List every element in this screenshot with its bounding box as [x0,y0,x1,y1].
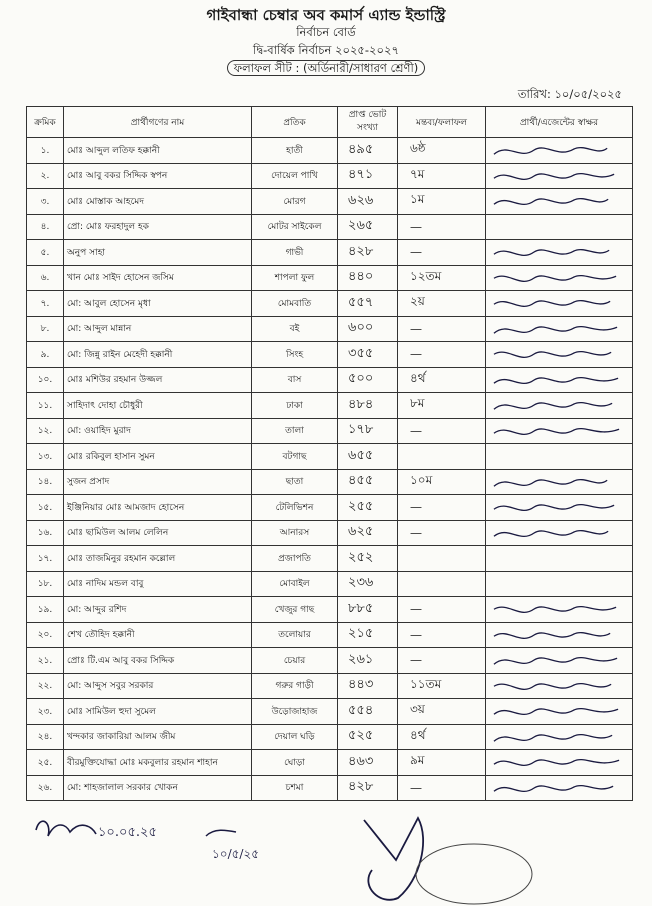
handwritten-signature [486,521,632,546]
symbol-cell: হাতী [252,138,338,164]
signature-cell [486,342,633,368]
serial-cell: ১. [27,138,64,164]
votes-cell: ৫৫৪ [338,699,398,725]
symbol-cell: সিংহ [252,342,338,368]
symbol-cell: চেয়ার [252,648,338,674]
votes-cell: ৪৫৫ [338,469,398,495]
election-title: দ্বি-বার্ষিক নির্বাচন ২০২৫-২০২৭ [253,43,399,57]
serial-cell: ২৪. [27,724,64,750]
symbol-cell: ঘোড়া [252,750,338,776]
handwritten-signature [486,393,632,418]
handwritten-signature [486,597,632,622]
serial-cell: ২১. [27,648,64,674]
remark-cell: — [398,622,486,648]
signature-cell [486,138,633,164]
serial-cell: ৩. [27,189,64,215]
table-row [27,418,633,444]
table-row [27,597,633,623]
candidate-name-cell: মোঃ রকিবুল হাসান সুমন [64,444,252,470]
remark-cell: — [398,342,486,368]
serial-cell: ৬. [27,265,64,291]
signature-cell [486,163,633,189]
votes-cell: ৬০০ [338,316,398,342]
table-row [27,673,633,699]
remark-cell: ১ম [398,189,486,215]
table-header-row [27,107,633,138]
signature-cell [486,214,633,240]
candidate-name-cell: মোঃ আব্দুল লতিফ হক্কানী [64,138,252,164]
table-row [27,520,633,546]
remark-cell: ১২তম [398,265,486,291]
signature-left [36,821,96,836]
serial-cell: ১৩. [27,444,64,470]
signature-cell [486,775,633,801]
remark-cell: ২য় [398,291,486,317]
table-row [27,316,633,342]
col-name-header: প্রার্থীগণের নাম [64,107,252,138]
symbol-cell: বই [252,316,338,342]
signature-cell [486,367,633,393]
candidate-name-cell: সুজন প্রসাদ [64,469,252,495]
votes-cell: ২৬৫ [338,214,398,240]
handwritten-signature [486,470,632,495]
symbol-cell: ঢাকা [252,393,338,419]
serial-cell: ১৮. [27,571,64,597]
serial-cell: ১৫. [27,495,64,521]
serial-cell: ২৩. [27,699,64,725]
symbol-cell: মোবাইল [252,571,338,597]
table-row [27,750,633,776]
candidate-name-cell: মো: আব্দুর রশিদ [64,597,252,623]
votes-cell: ৩৫৫ [338,342,398,368]
table-row [27,724,633,750]
symbol-cell: টেলিভিশন [252,495,338,521]
signature-cell [486,673,633,699]
candidate-name-cell: খন্দকার জাকারিয়া আলম জীম [64,724,252,750]
serial-cell: ২০. [27,622,64,648]
symbol-cell: শাপলা ফুল [252,265,338,291]
votes-cell: ৮৮৫ [338,597,398,623]
votes-cell: ৪৭১ [338,163,398,189]
candidate-name-cell: শেখ তৌহিদ হক্কানী [64,622,252,648]
symbol-cell: ছাতা [252,469,338,495]
handwritten-signature [486,164,632,189]
handwritten-signature [486,317,632,342]
candidate-name-cell: মো: আব্দুল মান্নান [64,316,252,342]
handwritten-signature [486,342,632,367]
serial-cell: ৫. [27,240,64,266]
table-row [27,163,633,189]
remark-cell: ৮ম [398,393,486,419]
table-row [27,291,633,317]
handwritten-signature [486,291,632,316]
handwritten-signature [486,240,632,265]
table-row [27,546,633,572]
signature-cell [486,444,633,470]
symbol-cell: মোটর সাইকেল [252,214,338,240]
footer-signatures [0,800,652,906]
symbol-cell: মোমবাতি [252,291,338,317]
candidate-name-cell: প্রোঃ টি.এম আবু বকর সিদ্দিক [64,648,252,674]
candidate-name-cell: খান মোঃ সাইদ হোসেন জসিম [64,265,252,291]
handwritten-signature [486,266,632,291]
signature-cell [486,622,633,648]
votes-cell: ২৫৫ [338,495,398,521]
candidate-name-cell: অনুপ সাহা [64,240,252,266]
candidate-name-cell: ইঞ্জিনিয়ার মোঃ আমজাদ হোসেন [64,495,252,521]
signature-cell [486,240,633,266]
votes-cell: ৪৯৫ [338,138,398,164]
symbol-cell: বটগাছ [252,444,338,470]
votes-cell: ৪৮৪ [338,393,398,419]
serial-cell: ৪. [27,214,64,240]
sheet-title: ফলাফল সীট : (অর্ডিনারী/সাধারণ শ্রেণী) [227,60,426,76]
candidate-name-cell: মোঃ মোস্তাক আহমেদ [64,189,252,215]
votes-cell: ৬২৫ [338,520,398,546]
signature-mid [206,830,236,836]
serial-cell: ২. [27,163,64,189]
handwritten-signature [486,725,632,750]
serial-cell: ১০. [27,367,64,393]
serial-cell: ১১. [27,393,64,419]
signature-cell [486,189,633,215]
remark-cell: ৪র্থ [398,367,486,393]
candidate-name-cell: সাহিদাৎ দোহা চৌধুরী [64,393,252,419]
results-table [26,106,633,801]
candidate-name-cell: মোঃ তাজমিনুর রহমান কল্লোল [64,546,252,572]
table-row [27,367,633,393]
remark-cell: — [398,520,486,546]
symbol-cell: খেজুর গাছ [252,597,338,623]
col-symbol-header: প্রতিক [252,107,338,138]
table-row [27,622,633,648]
candidate-name-cell: মোঃ মশিউর রহমান উজ্জল [64,367,252,393]
table-row [27,571,633,597]
official-seal [416,844,532,904]
handwritten-signature [486,189,632,214]
remark-cell: ৪র্থ [398,724,486,750]
candidate-name-cell: মো: জিন্নু রাইন মেহেদী হক্কানী [64,342,252,368]
handwritten-signature [486,138,632,163]
table-row [27,444,633,470]
votes-cell: ২১৫ [338,622,398,648]
symbol-cell: তালা [252,418,338,444]
candidate-name-cell: মোঃ আবু বকর সিদ্দিক স্বপন [64,163,252,189]
votes-cell: ২৩৬ [338,571,398,597]
table-row [27,495,633,521]
remark-cell: — [398,240,486,266]
serial-cell: ১৯. [27,597,64,623]
table-row [27,265,633,291]
table-row [27,775,633,801]
col-serial-header: ক্রমিক [27,107,64,138]
signature-cell [486,469,633,495]
signature-cell [486,546,633,572]
table-row [27,138,633,164]
handwritten-signature [486,419,632,444]
signature-mid-date: ১০/৫/২৫ [212,847,260,861]
signature-cell [486,724,633,750]
symbol-cell: গাভী [252,240,338,266]
votes-cell: ৪২৮ [338,775,398,801]
votes-cell: ২৫২ [338,546,398,572]
candidate-name-cell: মোঃ নাদিম মন্ডল বাবু [64,571,252,597]
handwritten-signature [486,623,632,648]
table-row [27,342,633,368]
votes-cell: ৫০০ [338,367,398,393]
symbol-cell: গরুর গাড়ী [252,673,338,699]
candidate-name-cell: মো: আব্দুস সবুর সরকার [64,673,252,699]
col-votes-header: প্রাপ্ত ভোট সংখ্যা [338,107,398,138]
remark-cell: ৯ম [398,750,486,776]
serial-cell: ২৫. [27,750,64,776]
serial-cell: ১২. [27,418,64,444]
table-row [27,393,633,419]
signature-left-date: ১০.০৫.২৫ [98,825,157,840]
handwritten-signature [486,699,632,724]
signature-cell [486,520,633,546]
symbol-cell: দোয়েল পাখি [252,163,338,189]
votes-cell: ৪৪৩ [338,673,398,699]
signature-cell [486,571,633,597]
table-row [27,648,633,674]
votes-cell: ৪৪০ [338,265,398,291]
candidate-name-cell: মো: আবুল হোসেন মৃধা [64,291,252,317]
votes-cell: ১৭৮ [338,418,398,444]
remark-cell [398,444,486,470]
handwritten-signature [486,648,632,673]
signature-large [364,818,423,900]
signature-cell [486,699,633,725]
remark-cell: ৩য় [398,699,486,725]
symbol-cell: চশমা [252,775,338,801]
signature-cell [486,291,633,317]
handwritten-signature [486,750,632,775]
votes-cell: ৪৬৩ [338,750,398,776]
candidate-name-cell: মো: শাহজালাল সরকার খোকন [64,775,252,801]
remark-cell [398,546,486,572]
votes-cell: ৬৫৫ [338,444,398,470]
remark-cell: ৭ম [398,163,486,189]
signature-cell [486,597,633,623]
table-row [27,214,633,240]
organization-title: গাইবান্ধা চেম্বার অব কমার্স এ্যান্ড ইন্ডাস্ট্রি [206,6,446,24]
remark-cell [398,571,486,597]
remark-cell: — [398,418,486,444]
symbol-cell: প্রজাপতি [252,546,338,572]
candidate-name-cell: প্রো: মোঃ ফরহাদুল হক [64,214,252,240]
sheet-title-wrap [0,60,652,79]
table-row [27,469,633,495]
serial-cell: ৯. [27,342,64,368]
symbol-cell: তলোয়ার [252,622,338,648]
serial-cell: ২২. [27,673,64,699]
remark-cell: ১১তম [398,673,486,699]
candidate-name-cell: মো: ওয়াহিদ মুরাদ [64,418,252,444]
signature-cell [486,648,633,674]
table-row [27,699,633,725]
signature-cell [486,750,633,776]
signature-cell [486,316,633,342]
remark-cell: — [398,648,486,674]
table-row [27,189,633,215]
votes-cell: ৫৫৭ [338,291,398,317]
signature-cell [486,418,633,444]
votes-cell: ৪২৮ [338,240,398,266]
votes-cell: ৬২৬ [338,189,398,215]
board-title: নির্বাচন বোর্ড [296,25,356,39]
serial-cell: ৮. [27,316,64,342]
symbol-cell: মোরগ [252,189,338,215]
signature-cell [486,265,633,291]
col-remark-header: মন্তব্য/ফলাফল [398,107,486,138]
votes-cell: ৫২৫ [338,724,398,750]
serial-cell: ১৪. [27,469,64,495]
serial-cell: ১৬. [27,520,64,546]
remark-cell: — [398,214,486,240]
remark-cell: ৬ষ্ঠ [398,138,486,164]
signature-cell [486,495,633,521]
symbol-cell: উড়োজাহাজ [252,699,338,725]
remark-cell: — [398,775,486,801]
signature-cell [486,393,633,419]
remark-cell: ১০ম [398,469,486,495]
remark-cell: — [398,316,486,342]
candidate-name-cell: বীরমুক্তিযোদ্ধা মোঃ মকবুলার রহমান শাহান [64,750,252,776]
table-row [27,240,633,266]
votes-cell: ২৬১ [338,648,398,674]
serial-cell: ৭. [27,291,64,317]
date-label: তারিখ: ১০/০৫/২০২৫ [517,87,622,101]
symbol-cell: বাস [252,367,338,393]
symbol-cell: দেয়াল ঘড়ি [252,724,338,750]
col-signature-header: প্রার্থী/এজেন্টের স্বাক্ষর [486,107,633,138]
handwritten-signature [486,674,632,699]
remark-cell: — [398,495,486,521]
handwritten-signature [486,368,632,393]
serial-cell: ১৭. [27,546,64,572]
remark-cell: — [398,597,486,623]
symbol-cell: আনারস [252,520,338,546]
handwritten-signature [486,776,632,801]
handwritten-signature [486,495,632,520]
serial-cell: ২৬. [27,775,64,801]
candidate-name-cell: মোঃ সামিউল হুদা সুমেল [64,699,252,725]
candidate-name-cell: মোঃ ছামিউল আলম লেলিন [64,520,252,546]
